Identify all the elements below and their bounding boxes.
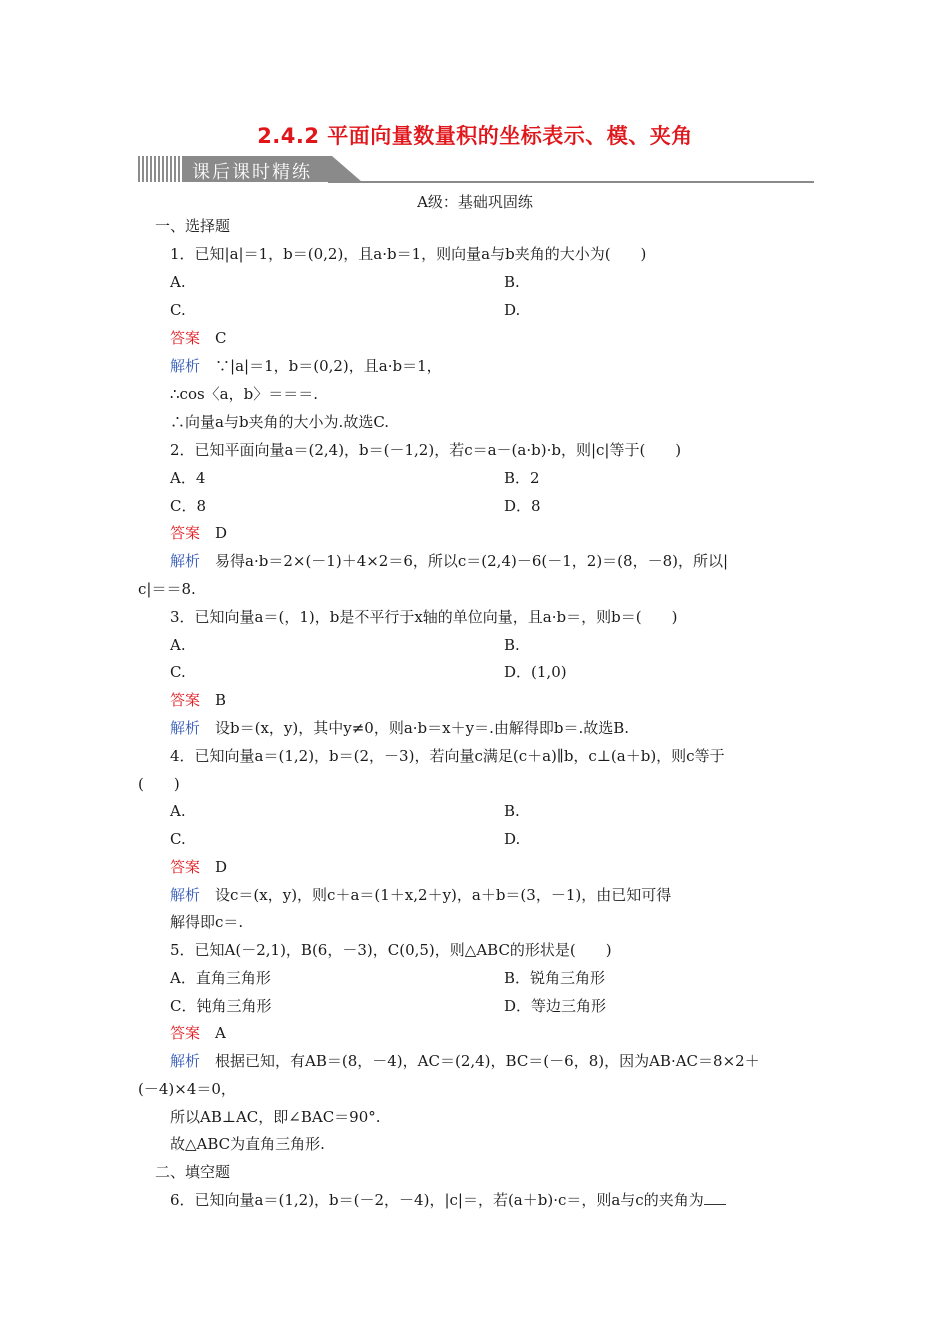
- text-line: [170, 662, 186, 682]
- banner-label: 课后课时精练: [192, 162, 312, 183]
- line-text: D: [200, 524, 228, 542]
- text-line: [170, 328, 227, 348]
- line-text: (－4)×4＝0，: [138, 1080, 236, 1098]
- line-text: 2．已知平面向量a＝(2,4)，b＝(－1,2)，若c＝a－(a·b)·b，则|c|等于( ): [170, 441, 682, 459]
- line-text: C．钝角三角形: [170, 997, 272, 1015]
- line-text: D.: [504, 830, 521, 848]
- line-text: c|＝＝8.: [138, 580, 196, 598]
- page-title: 2.4.2 平面向量数量积的坐标表示、模、夹角: [257, 124, 693, 148]
- analysis-label: 解析: [170, 552, 201, 570]
- line-text: 所以AB⊥AC，即∠BAC＝90°.: [170, 1108, 381, 1126]
- line-text: 3．已知向量a＝(，1)，b是不平行于x轴的单位向量，且a·b＝，则b＝( ): [170, 608, 678, 626]
- text-line: [504, 662, 567, 682]
- text-line: [170, 801, 186, 821]
- line-text: D．8: [504, 497, 541, 515]
- text-line: [504, 635, 520, 655]
- banner-stripes: [138, 156, 184, 182]
- analysis-label: 解析: [170, 1052, 201, 1070]
- text-line: [170, 940, 612, 960]
- line-text: 根据已知，有AB＝(8，－4)，AC＝(2,4)，BC＝(－6，8)，因为AB·AC＝8×2＋: [200, 1052, 760, 1070]
- line-text: B.: [504, 636, 520, 654]
- text-line: [504, 996, 606, 1016]
- line-text: D．等边三角形: [504, 997, 607, 1015]
- line-text: 设b＝(x，y)，其中y≠0，则a·b＝x＋y＝.由解得即b＝.故选B.: [200, 719, 630, 737]
- text-line: [170, 718, 629, 738]
- line-text: B.: [504, 802, 520, 820]
- text-line: [155, 1162, 230, 1182]
- text-line: [170, 440, 681, 460]
- text-line: [504, 829, 520, 849]
- line-text: C.: [170, 830, 186, 848]
- line-text: ∴cos〈a，b〉＝＝＝.: [170, 385, 318, 403]
- text-line: [170, 496, 206, 516]
- line-text: B．2: [504, 469, 540, 487]
- line-text: C．8: [170, 497, 207, 515]
- line-text: 6．已知向量a＝(1,2)，b＝(－2，－4)，|c|＝，若(a＋b)·c＝，则a与c的夹角为: [170, 1191, 704, 1209]
- line-text: A.: [170, 273, 186, 291]
- answer-label: 答案: [170, 1024, 201, 1042]
- line-text: B.: [504, 273, 520, 291]
- line-text: ∴向量a与b夹角的大小为.故选C.: [170, 413, 390, 431]
- text-line: [504, 968, 605, 988]
- text-line: [170, 1051, 760, 1071]
- line-text: C: [200, 329, 227, 347]
- text-line: [170, 244, 646, 264]
- line-text: A.: [170, 802, 186, 820]
- line-text: ∵|a|＝1，b＝(0,2)，且a·b＝1，: [200, 357, 442, 375]
- text-line: [170, 746, 725, 766]
- line-text: 二、填空题: [155, 1163, 231, 1181]
- line-text: 4．已知向量a＝(1,2)，b＝(2，－3)，若向量c满足(c＋a)∥b，c⊥(a＋b)，则c等于: [170, 747, 725, 765]
- text-line: [170, 1134, 325, 1154]
- text-line: [170, 1023, 226, 1043]
- analysis-label: 解析: [170, 886, 201, 904]
- line-text: 一、选择题: [155, 217, 231, 235]
- line-text: 1．已知|a|＝1，b＝(0,2)，且a·b＝1，则向量a与b夹角的大小为( ): [170, 245, 647, 263]
- answer-label: 答案: [170, 524, 201, 542]
- text-line: [170, 857, 227, 877]
- line-text: 5．已知A(－2,1)，B(6，－3)，C(0,5)，则△ABC的形状是( ): [170, 941, 612, 959]
- text-line: [170, 607, 677, 627]
- text-line: [170, 468, 205, 488]
- text-line: [504, 801, 520, 821]
- text-line: [170, 412, 389, 432]
- text-line: [504, 272, 520, 292]
- level-heading: A级：基础巩固练: [417, 193, 533, 211]
- line-text: D．(1,0): [504, 663, 567, 681]
- text-line: [170, 384, 318, 404]
- answer-label: 答案: [170, 858, 201, 876]
- line-text: A．直角三角形: [170, 969, 271, 987]
- banner-rule: [328, 181, 814, 183]
- line-text: ( ): [138, 775, 180, 793]
- line-text: D: [200, 858, 228, 876]
- text-line: [170, 690, 226, 710]
- text-line: [170, 523, 227, 543]
- text-line: [138, 579, 196, 599]
- text-line: [170, 829, 186, 849]
- analysis-label: 解析: [170, 719, 201, 737]
- answer-label: 答案: [170, 329, 201, 347]
- line-text: A: [200, 1024, 226, 1042]
- line-text: 设c＝(x，y)，则c＋a＝(1＋x,2＋y)，a＋b＝(3，－1)，由已知可得: [200, 886, 672, 904]
- line-text: C.: [170, 663, 186, 681]
- text-line: [170, 356, 442, 376]
- text-line: [170, 272, 186, 292]
- text-line: [170, 912, 243, 932]
- line-text: 易得a·b＝2×(－1)＋4×2＝6，所以c＝(2,4)－6(－1，2)＝(8，－8)，所以|: [200, 552, 729, 570]
- line-text: B．锐角三角形: [504, 969, 606, 987]
- text-line: [170, 551, 728, 571]
- answer-blank: [704, 1190, 726, 1205]
- line-text: D.: [504, 301, 521, 319]
- line-text: A.: [170, 636, 186, 654]
- section-banner: [138, 156, 814, 184]
- text-line: [138, 1079, 236, 1099]
- text-line: [504, 300, 520, 320]
- text-line: [504, 496, 541, 516]
- answer-label: 答案: [170, 691, 201, 709]
- text-line: [138, 774, 180, 794]
- line-text: B: [200, 691, 227, 709]
- text-line: [170, 635, 186, 655]
- text-line: [170, 1190, 726, 1210]
- text-line: [155, 216, 230, 236]
- text-line: [170, 300, 186, 320]
- text-line: [170, 885, 671, 905]
- line-text: A．4: [170, 469, 206, 487]
- line-text: C.: [170, 301, 186, 319]
- line-text: 解得即c＝.: [170, 913, 244, 931]
- text-line: [504, 468, 540, 488]
- text-line: [170, 968, 271, 988]
- analysis-label: 解析: [170, 357, 201, 375]
- line-text: 故△ABC为直角三角形.: [170, 1135, 325, 1153]
- text-line: [170, 1107, 381, 1127]
- text-line: [170, 996, 271, 1016]
